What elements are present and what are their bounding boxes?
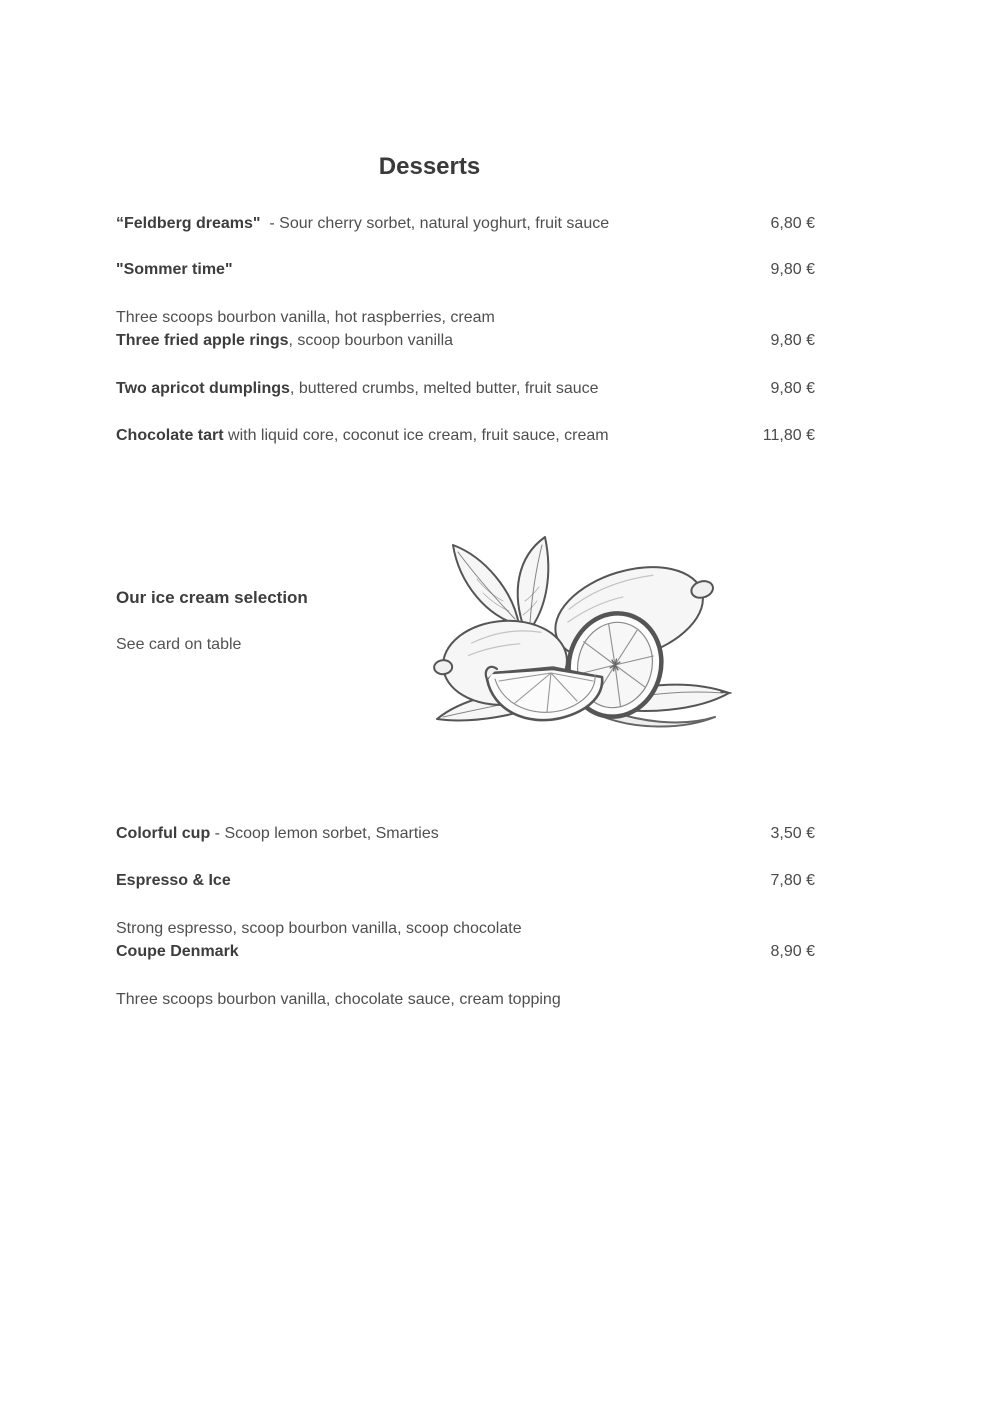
item-text: [116, 822, 439, 846]
item-name: Coupe Denmark: [116, 943, 239, 960]
menu-item-row: [116, 822, 815, 846]
menu-item-row: [116, 258, 815, 378]
item-price: 9,80 €: [770, 332, 815, 349]
item-name: Chocolate tart: [116, 427, 224, 444]
lemons-illustration: [433, 531, 735, 731]
item-description-inline: with liquid core, coconut ice cream, fruit sauce, cream: [223, 427, 609, 444]
item-name: Two apricot dumplings: [116, 380, 290, 397]
menu-item-row: [116, 940, 815, 1060]
item-price: 3,50 €: [770, 825, 815, 842]
item-text: [116, 329, 453, 353]
item-name: “Feldberg dreams": [116, 215, 261, 232]
menu-item-row: [116, 377, 815, 401]
leaf-icon: [518, 537, 549, 631]
lemons-sketch-icon: [433, 531, 735, 731]
item-description: Three scoops bourbon vanilla, chocolate sauce, cream topping: [116, 991, 561, 1008]
ice-cream-section-note: See card on table: [116, 636, 242, 653]
menu-item-row: [116, 329, 815, 353]
item-price: 7,80 €: [770, 872, 815, 889]
item-description-inline: - Scoop lemon sorbet, Smarties: [210, 825, 439, 842]
item-name: Espresso & Ice: [116, 872, 231, 889]
leaf-icon: [453, 545, 519, 625]
item-text: [116, 424, 609, 448]
page-title: Desserts: [378, 153, 481, 180]
item-price: 8,90 €: [770, 943, 815, 960]
item-description: Three scoops bourbon vanilla, hot raspberries, cream: [116, 309, 495, 326]
ice-cream-section-heading: Our ice cream selection: [116, 588, 308, 607]
item-description-inline: , scoop bourbon vanilla: [288, 332, 454, 349]
menu-item-row: [116, 424, 815, 448]
item-description-inline: , buttered crumbs, melted butter, fruit sauce: [289, 380, 599, 397]
item-price: 9,80 €: [770, 380, 815, 397]
menu-item-row: [116, 212, 815, 236]
item-text: [116, 212, 609, 236]
item-name: "Sommer time": [116, 261, 233, 278]
item-text: [116, 940, 561, 1060]
item-description-inline: - Sour cherry sorbet, natural yoghurt, fruit sauce: [260, 215, 610, 232]
item-text: [116, 258, 495, 378]
item-price: 11,80 €: [762, 427, 815, 444]
item-name: Three fried apple rings: [116, 332, 289, 349]
item-price: 6,80 €: [770, 215, 815, 232]
item-text: [116, 377, 599, 401]
item-name: Colorful cup: [116, 825, 211, 842]
item-description: Strong espresso, scoop bourbon vanilla, scoop chocolate: [116, 920, 522, 937]
item-price: 9,80 €: [770, 261, 815, 278]
